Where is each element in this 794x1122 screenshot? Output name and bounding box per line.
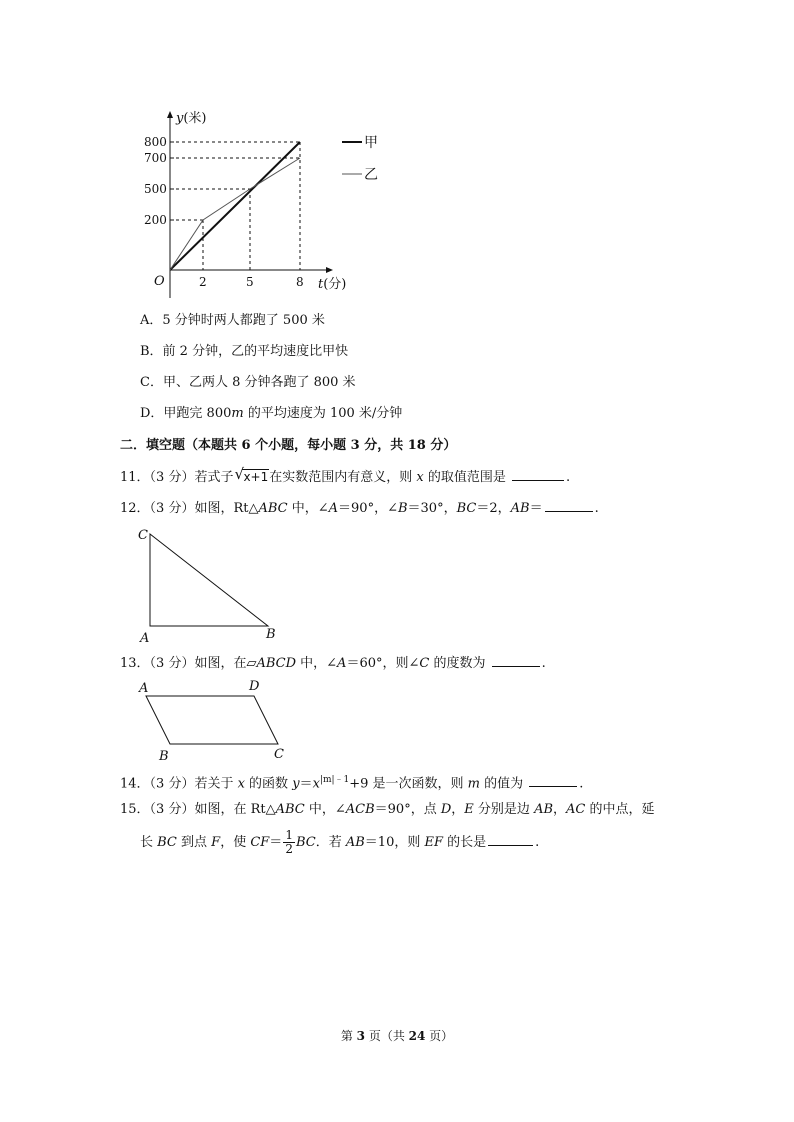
section-heading-fill-blank: 二．填空题（本题共 6 个小题，每小题 3 分，共 18 分）: [120, 438, 457, 453]
question-14: 14．（3 分）若关于 x 的函数 $y=x^{|m|﹣1}+9$ 是一次函数，则 m 的值为 .: [120, 775, 584, 792]
question-12: 12．（3 分）如图，Rt△ABC 中，∠A＝90°，∠B＝30°，BC＝2，AB＝ .: [120, 501, 599, 516]
x-tick-2: 2: [199, 275, 207, 289]
question-15-line-2: 长 BC 到点 F，使 CF＝ $\frac{1}{2}$ BC．若 AB＝10，则 EF 的长是 .: [140, 828, 540, 856]
vertex-b-label: B: [266, 627, 276, 642]
legend-jia-label: 甲: [364, 135, 378, 151]
question-13: 13．（3 分）如图，在▱ABCD 中，∠A＝60°，则∠C 的度数为 .: [120, 656, 546, 671]
page-footer: 第 3 页（共 24 页）: [340, 1029, 454, 1043]
vertex-a-label: A: [139, 681, 149, 696]
vertex-b-label: B: [159, 749, 169, 764]
sqrt-expression: √ x+1: [234, 465, 269, 484]
legend-yi-label: 乙: [364, 167, 378, 183]
series-jia-line: [170, 142, 300, 270]
exponent: |m|﹣1: [319, 775, 350, 785]
right-triangle-figure: [130, 522, 290, 647]
answer-blank-14[interactable]: [529, 774, 577, 787]
answer-blank-13[interactable]: [492, 654, 540, 667]
question-15-line-1: 15．（3 分）如图，在 Rt△ABC 中，∠ACB＝90°，点 D，E 分别是边 AB，AC 的中点，延: [120, 802, 655, 817]
triangle-abc: [150, 534, 268, 626]
parallelogram-abcd: [146, 696, 278, 744]
option-b: B．前 2 分钟，乙的平均速度比甲快: [140, 344, 349, 359]
answer-blank-15[interactable]: [488, 833, 533, 846]
option-d: D．甲跑完 800m 的平均速度为 100 米/分钟: [140, 406, 403, 421]
distance-time-graph: [130, 100, 400, 300]
x-tick-5: 5: [246, 275, 254, 289]
option-c: C．甲、乙两人 8 分钟各跑了 800 米: [140, 375, 356, 390]
y-tick-700: 700: [144, 151, 167, 165]
y-tick-800: 800: [144, 135, 167, 149]
vertex-c-label: C: [138, 528, 148, 543]
vertex-c-label: C: [274, 747, 284, 762]
origin-label: O: [154, 274, 165, 289]
vertex-a-label: A: [140, 631, 150, 646]
vertex-d-label: D: [249, 679, 260, 694]
series-yi-line: [170, 158, 300, 270]
x-axis-label: t(分): [318, 277, 347, 292]
y-tick-200: 200: [144, 213, 167, 227]
answer-blank-11[interactable]: [512, 468, 564, 481]
y-axis-label: y(米): [176, 111, 207, 126]
parallelogram-figure: [130, 676, 300, 766]
fraction-one-half: $\frac{1}{2}$: [285, 828, 293, 856]
answer-blank-12[interactable]: [545, 499, 593, 512]
option-a: A．5 分钟时两人都跑了 500 米: [140, 313, 325, 328]
x-tick-8: 8: [296, 275, 304, 289]
y-tick-500: 500: [144, 182, 167, 196]
question-11: 11．（3 分）若式子 √ x+1在实数范围内有意义，则 x 的取值范围是 .: [120, 465, 571, 485]
